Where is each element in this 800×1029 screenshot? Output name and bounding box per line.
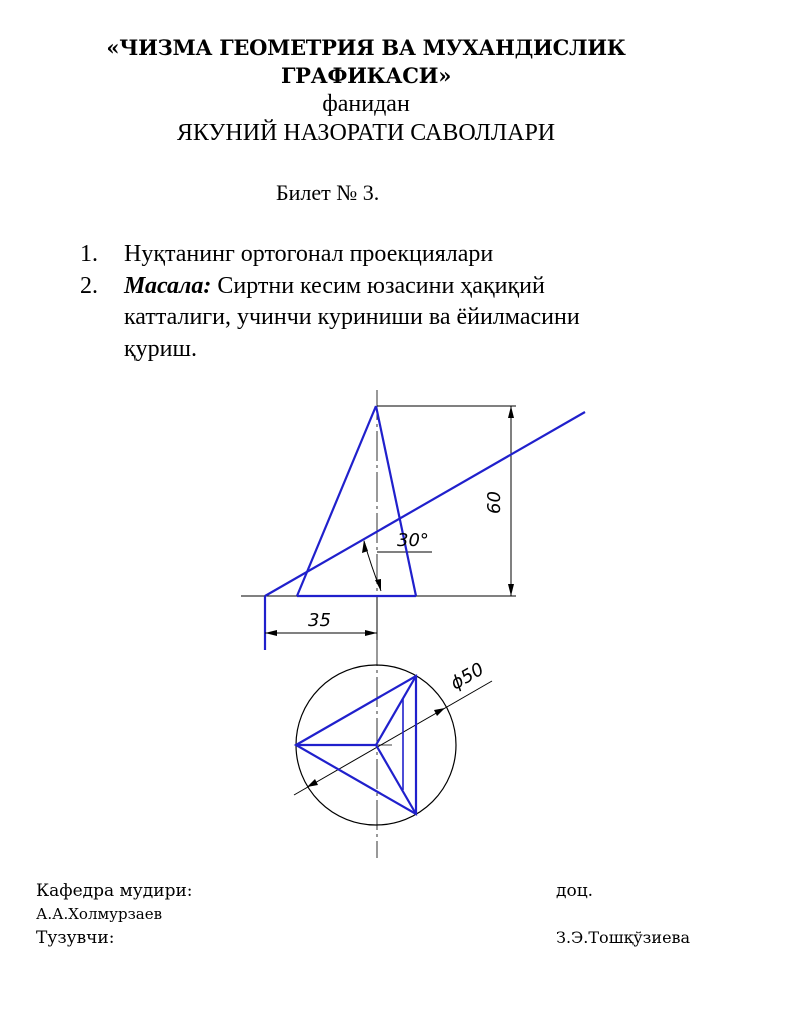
pyramid-right-edge <box>376 406 416 596</box>
diameter-arrow-lower <box>307 779 318 787</box>
width-dimension-text: 35 <box>308 610 331 631</box>
question-2-text-line3: қуриш. <box>124 336 197 362</box>
subtitle-line-2: ЯКУНИЙ НАЗОРАТИ САВОЛЛАРИ <box>176 120 556 146</box>
diameter-dimension-text: ϕ50 <box>447 658 488 695</box>
title-line-2: ГРАФИКАСИ» <box>280 63 452 88</box>
question-2-number: 2. <box>80 273 98 299</box>
question-2-label: Масала: <box>124 273 212 299</box>
author-label: Тузувчи: <box>36 928 115 948</box>
title-line-1: «ЧИЗМА ГЕОМЕТРИЯ ВА МУХАНДИСЛИК <box>106 35 626 60</box>
dept-head-title: доц. <box>556 881 594 901</box>
question-2-text-line1: Сиртни кесим юзасини ҳақиқий <box>217 273 545 299</box>
height-arrow-top <box>508 406 514 418</box>
height-arrow-bottom <box>508 584 514 596</box>
angle-arrow-bottom <box>375 579 381 591</box>
dept-head-label: Кафедра мудири: <box>36 881 193 901</box>
ticket-number: Билет № 3. <box>276 180 380 205</box>
question-1-text: Нуқтанинг ортогонал проекциялари <box>124 241 494 267</box>
pyramid-left-edge <box>297 406 376 596</box>
width-arrow-right <box>365 630 377 636</box>
front-view <box>241 390 585 858</box>
diameter-line <box>294 681 492 795</box>
diameter-arrow-upper <box>434 708 445 716</box>
dept-head-name: А.А.Холмурзаев <box>36 905 163 923</box>
question-1-number: 1. <box>80 241 98 267</box>
cutting-plane <box>265 412 585 596</box>
angle-dimension-text: 30° <box>397 530 429 551</box>
height-dimension-text: 60 <box>484 491 505 514</box>
author-name: З.Э.Тошқўзиева <box>556 928 691 947</box>
subtitle-line-1: фанидан <box>322 91 410 117</box>
width-arrow-left <box>265 630 277 636</box>
angle-arrow-top <box>362 540 368 553</box>
question-2-text-line2: катталиги, учинчи куриниши ва ёйилмасини <box>124 304 580 330</box>
